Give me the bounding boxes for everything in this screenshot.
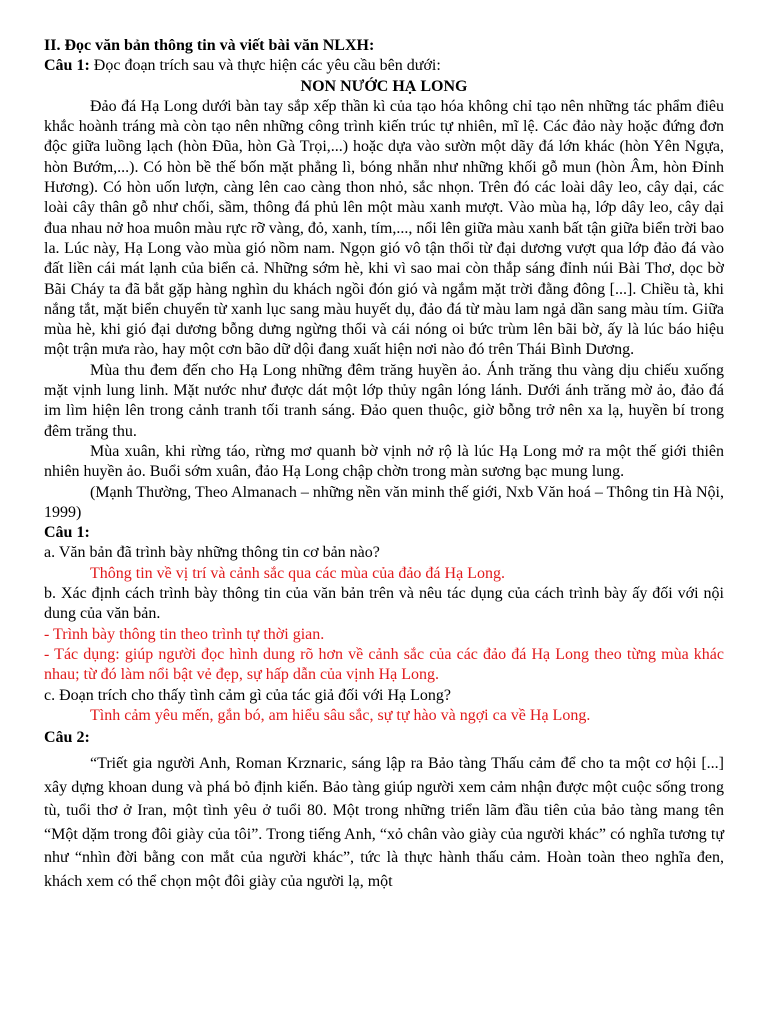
q1-intro-text: Đọc đoạn trích sau và thực hiện các yêu cầu bên dưới: <box>89 57 441 75</box>
passage-paragraph-3: Mùa xuân, khi rừng táo, rừng mơ quanh bờ vịnh nở rộ là lúc Hạ Long mở ra một thế giới thiên nhiên huyền ảo. Buổi sớm xuân, đảo Hạ Long chập chờn trong màn sương bạc mung lung. <box>44 442 724 481</box>
q1b-answer-1: - Trình bày thông tin theo trình tự thời gian. <box>44 625 325 643</box>
q1a-answer: Thông tin về vị trí và cảnh sắc qua các mùa của đảo đá Hạ Long. <box>90 564 505 582</box>
passage-source: (Mạnh Thường, Theo Almanach – những nền văn minh thế giới, Nxb Văn hoá – Thông tin Hà Nội, 1999) <box>44 483 724 521</box>
q1c-answer: Tình cảm yêu mến, gắn bó, am hiểu sâu sắc, sự tự hào và ngợi ca về Hạ Long. <box>90 706 591 724</box>
q1-intro-label: Câu 1: <box>44 57 90 75</box>
q2-text: “Triết gia người Anh, Roman Krznaric, sáng lập ra Bảo tàng Thấu cảm để cho ta một cơ hội [...] xây dựng khoan dung và phá bỏ định kiến. Bảo tàng giúp người xem cảm nhận được một cuộc sống trong tù, tuổi thơ ở Iran, một tình yêu ở tuổi 80. Một trong những triển lãm đầu tiên của bảo tàng mang tên “Một dặm trong đôi giày của tôi”. Trong tiếng Anh, “xỏ chân vào giày của người khác” có nghĩa tương tự như “nhìn đời bằng con mắt của người khác”, tức là thực hành thấu cảm. Hoàn toàn theo nghĩa đen, khách xem có thể chọn một đôi giày của người lạ, một <box>44 755 724 890</box>
passage-title: NON NƯỚC HẠ LONG <box>300 77 468 95</box>
q1c-question: c. Đoạn trích cho thấy tình cảm gì của tác giả đối với Hạ Long? <box>44 686 451 704</box>
passage-paragraph-2: Mùa thu đem đến cho Hạ Long những đêm trăng huyền ảo. Ánh trăng thu vàng dịu chiếu xuống mặt vịnh lung linh. Mặt nước như được dát một lớp thủy ngân lóng lánh. Dưới ánh trăng mờ ảo, đảo đá im lìm hiện lên trong cảnh tranh tối tranh sáng. Đảo quen thuộc, giờ bỗng trở nên xa lạ, huyền bí trong đêm trăng thu. <box>44 361 724 440</box>
q1-intro <box>44 56 724 76</box>
q1b-answer-2: - Tác dụng: giúp người đọc hình dung rõ hơn về cảnh sắc của các đảo đá Hạ Long theo từng mùa khác nhau; từ đó làm nổi bật vẻ đẹp, sự hấp dẫn của vịnh Hạ Long. <box>44 645 724 684</box>
q1-label: Câu 1: <box>44 524 90 542</box>
q2-label: Câu 2: <box>44 729 90 747</box>
passage-paragraph-1: Đảo đá Hạ Long dưới bàn tay sắp xếp thần kì của tạo hóa không chỉ tạo nên những tác phẩm điêu khắc hoành tráng mà còn tạo nên những công trình kiến trúc tự nhiên, mĩ lệ. Các đảo này hoặc đứng đơn độc giữa luồng lạch (hòn Đũa, hòn Gà Trọi,...) hoặc dựa vào sườn một dãy đá lớn khác (hòn Yên Ngựa, hòn Bướm,...). Có hòn bề thế bốn mặt phẳng lì, bóng nhẵn như những khối gỗ mun (hòn Âm, hòn Đỉnh Hương). Có hòn uốn lượn, càng lên cao càng thon nhỏ, sắc nhọn. Trên đó các loài dây leo, cây dại, các loài cây thân gỗ như chối, sầm, thông đá phủ lên một màu xanh mượt. Vào mùa hạ, lớp dây leo, cây dại đua nhau nở hoa muôn màu rực rỡ vàng, đỏ, xanh, tím,..., nổi lên giữa màu xanh bất tận giữa biển trời bao la. Lúc này, Hạ Long vào mùa gió nồm nam. Ngọn gió vô tận thổi từ đại dương vượt qua lớp đảo đá vào đất liền cái mát lạnh của biển cả. Những sớm hè, khi vì sao mai còn thắp sáng đỉnh núi Bài Thơ, dọc bờ Bãi Cháy ta đã bắt gặp hàng nghìn du khách ngồi đón gió và ngắm mặt trời đằng đông [...]. Chiều tà, khi nắng tắt, mặt biển chuyển từ xanh lục sang màu huyết dụ, đảo đá từ màu lam ngả dần sang màu tím. Giữa mùa hè, khi gió đại dương bỗng dưng ngừng thổi và cái nóng oi bức trùm lên bãi bờ, ấy là lúc báo hiệu một trận mưa rào, hay một cơn bão dữ dội đang xuất hiện nơi nào đó trên Thái Bình Dương. <box>44 97 724 359</box>
q1a-question: a. Văn bản đã trình bày những thông tin cơ bản nào? <box>44 544 380 562</box>
section-title: II. Đọc văn bản thông tin và viết bài văn NLXH: <box>44 37 375 54</box>
q1b-question: b. Xác định cách trình bày thông tin của văn bản trên và nêu tác dụng của cách trình bày ấy đối với nội dung của văn bản. <box>44 585 724 623</box>
